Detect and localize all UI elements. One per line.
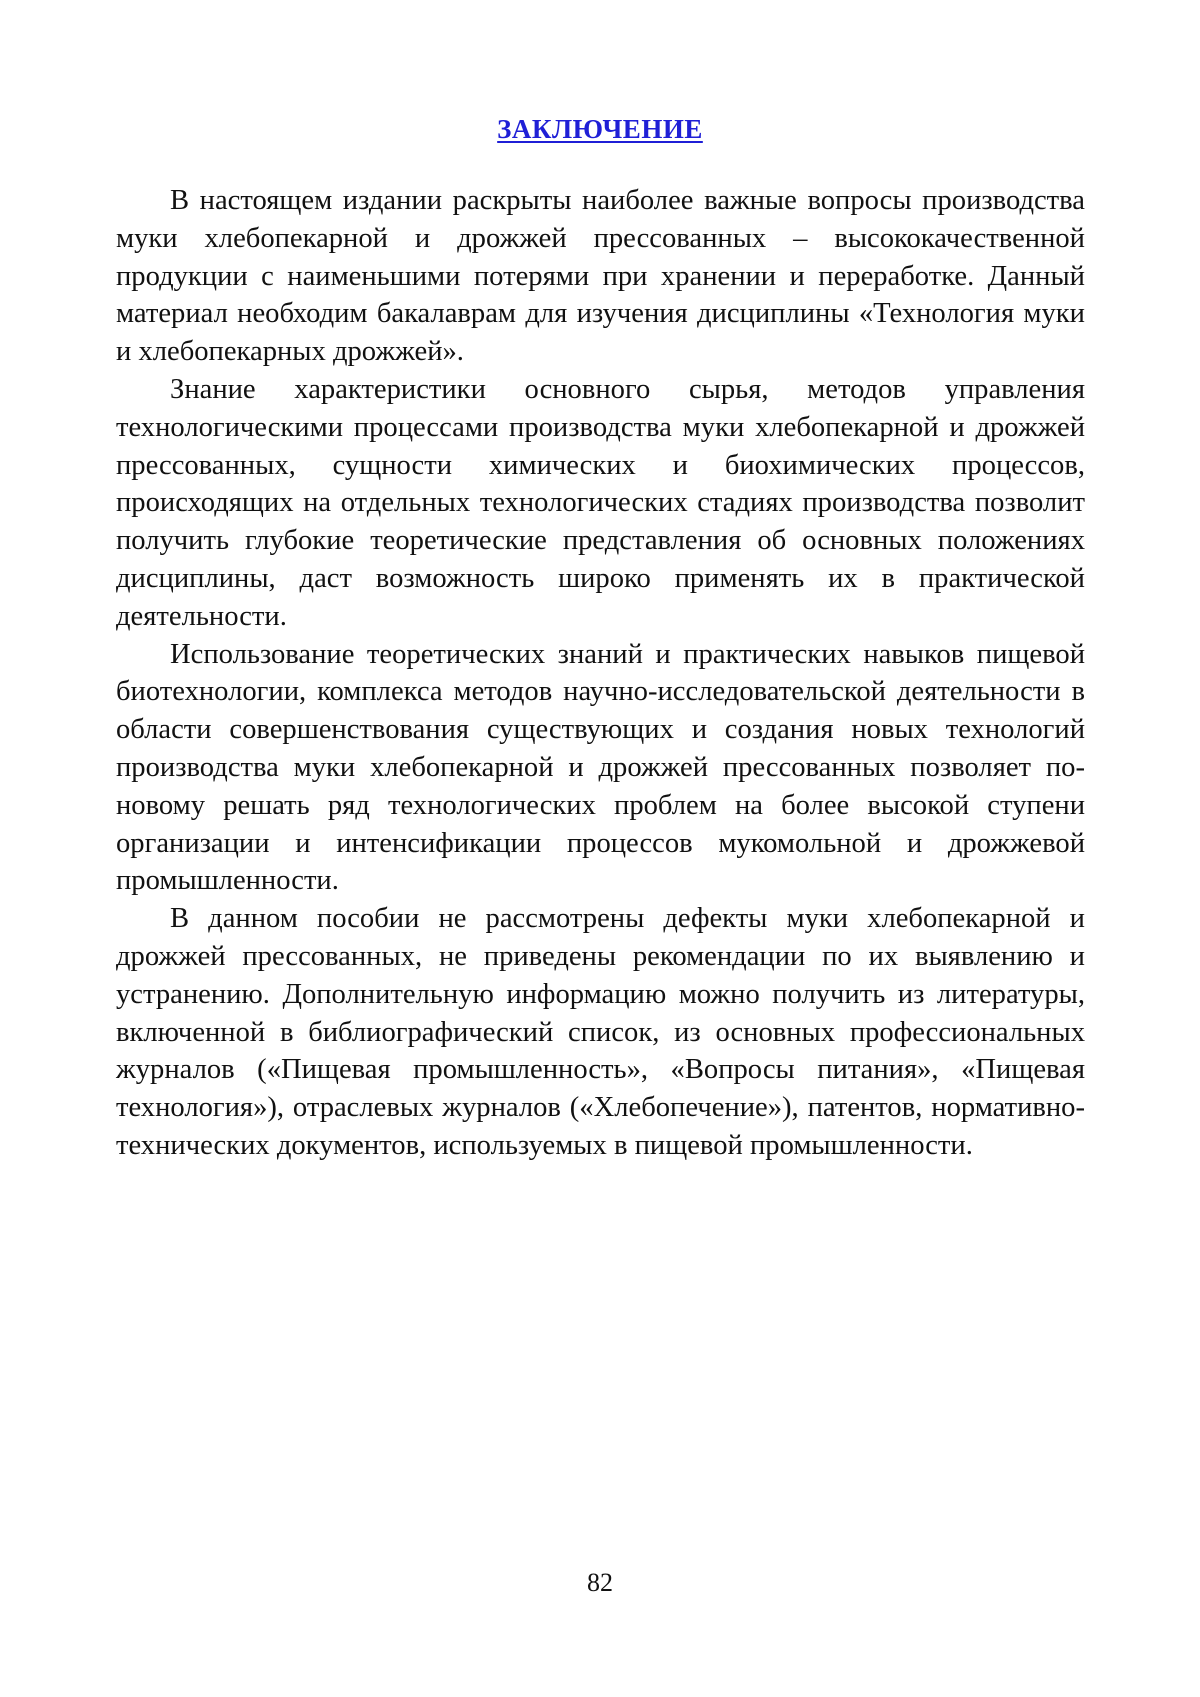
body-text (116, 182, 1085, 1165)
paragraph-1: В настоящем издании раскрыты наиболее важные вопросы производства муки хлебопекарной и дрожжей прессованных – высококачественной продукции с наименьшими потерями при хранении и переработке. Данный материал необходим бакалаврам для изучения дисциплины «Технология муки и хлебопекарных дрожжей». (116, 185, 1085, 368)
paragraph-2: Знание характеристики основного сырья, методов управления технологическими процессами производства муки хлебопекарной и дрожжей прессованных, сущности химических и биохимических процессов, происходящих на отдельных технологических стадиях производства позволит получить глубокие теоретические представления об основных положениях дисциплины, даст возможность широко применять их в практической деятельности. (116, 373, 1085, 632)
page-number: 82 (587, 1568, 613, 1597)
section-heading-link[interactable]: ЗАКЛЮЧЕНИЕ (497, 114, 703, 144)
paragraph-3: Использование теоретических знаний и практических навыков пищевой биотехнологии, комплекса методов научно-исследовательской деятельности в области совершенствования существующих и создания новых технологий производства муки хлебопекарной и дрожжей прессованных позволяет по-новому решать ряд технологических проблем на более высокой ступени организации и интенсификации процессов мукомольной и дрожжевой промышленности. (116, 638, 1085, 897)
paragraph-4: В данном пособии не рассмотрены дефекты муки хлебопекарной и дрожжей прессованных, не приведены рекомендации по их выявлению и устранению. Дополнительную информацию можно получить из литературы, включенной в библиографический список, из основных профессиональных журналов («Пищевая промышленность», «Вопросы питания», «Пищевая технология»), отраслевых журналов («Хлебопечение»), патентов, нормативно-технических документов, используемых в пищевой промышленности. (116, 903, 1085, 1161)
